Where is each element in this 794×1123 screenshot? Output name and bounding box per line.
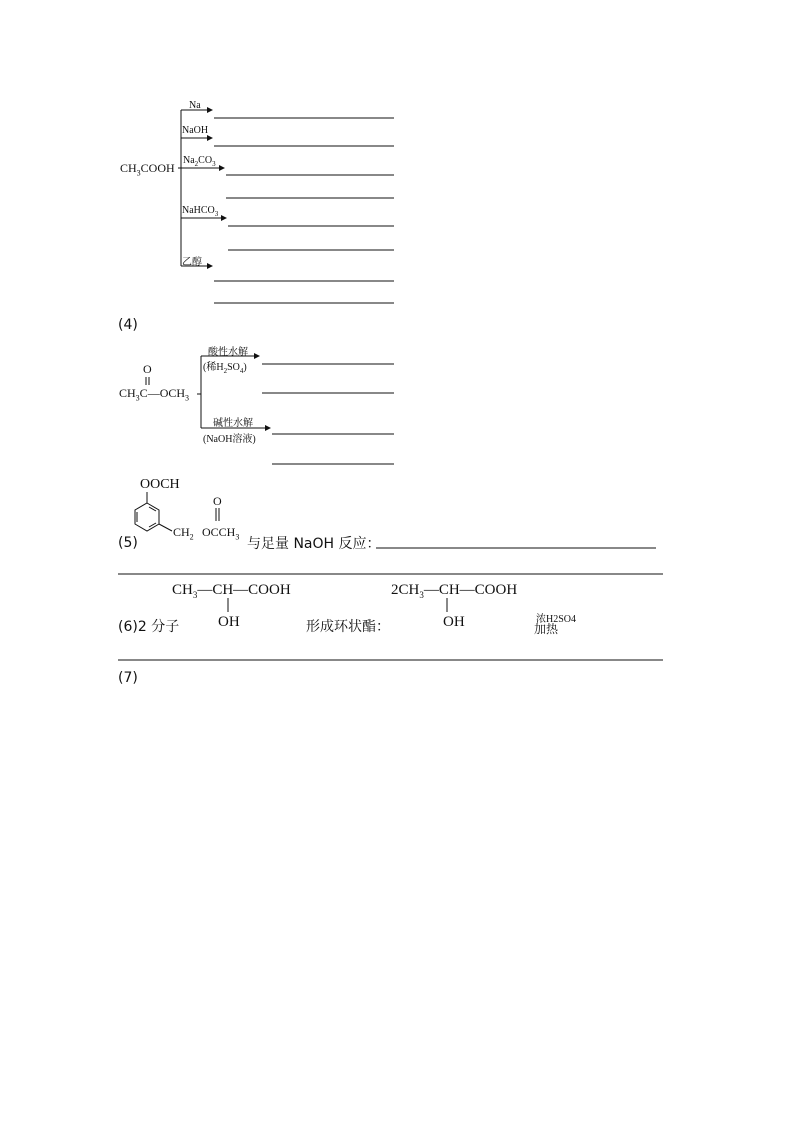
lactic-acid-bonds [228,598,447,612]
methyl-acetate-formula: $CH_3C—OCH_3$ [119,386,190,403]
acid-hydrolysis-label: 酸性水解 [208,347,248,358]
label-7: (7) [118,670,138,686]
ester-carbonyl-o: O [143,362,152,376]
label-5: (5) [118,535,138,551]
naoh-reaction-text: 与足量 NaOH 反应： [247,536,381,552]
answer-lines-3 [214,118,394,303]
acid-hydrolysis-condition: (稀$H_2SO_4$) [203,362,247,375]
acetate-group: $OCCH_3$ [202,525,240,542]
answer-lines-4 [262,364,394,464]
reaction-condition-top: 浓H2SO4 [536,614,577,625]
acetate-carbonyl-o: O [213,494,222,508]
lactic-acid-oh-1: OH [218,614,240,630]
reagent-naoh: NaOH [182,125,209,136]
lactic-acid-formula-1: $CH_3—CH—COOH$ [172,582,291,600]
reaction-condition-bottom: 加热 [534,622,559,636]
base-hydrolysis-label: 碱性水解 [213,418,253,429]
lactic-acid-formula-2: $2CH_3—CH—COOH$ [391,582,518,600]
answer-lines-5 [118,548,663,574]
reagent-na: Na [189,100,201,111]
acetic-acid-formula: $CH_3COOH$ [120,161,175,178]
cyclic-ester-text: 形成环状酯： [306,619,390,635]
reagent-nahco3: NaHCO$_3$ [182,205,219,218]
label-6: (6)2 分子 [118,619,180,635]
ch2-group: $CH_2$ [173,525,194,542]
label-4: (4) [118,317,138,333]
reagent-ethanol: 乙醇 [182,257,202,268]
base-hydrolysis-condition: (NaOH溶液) [203,434,256,445]
lactic-acid-oh-2: OH [443,614,465,630]
reagent-na2co3: $Na_2CO_3$ [183,155,216,168]
formate-ester-group: OOCH [140,477,180,492]
